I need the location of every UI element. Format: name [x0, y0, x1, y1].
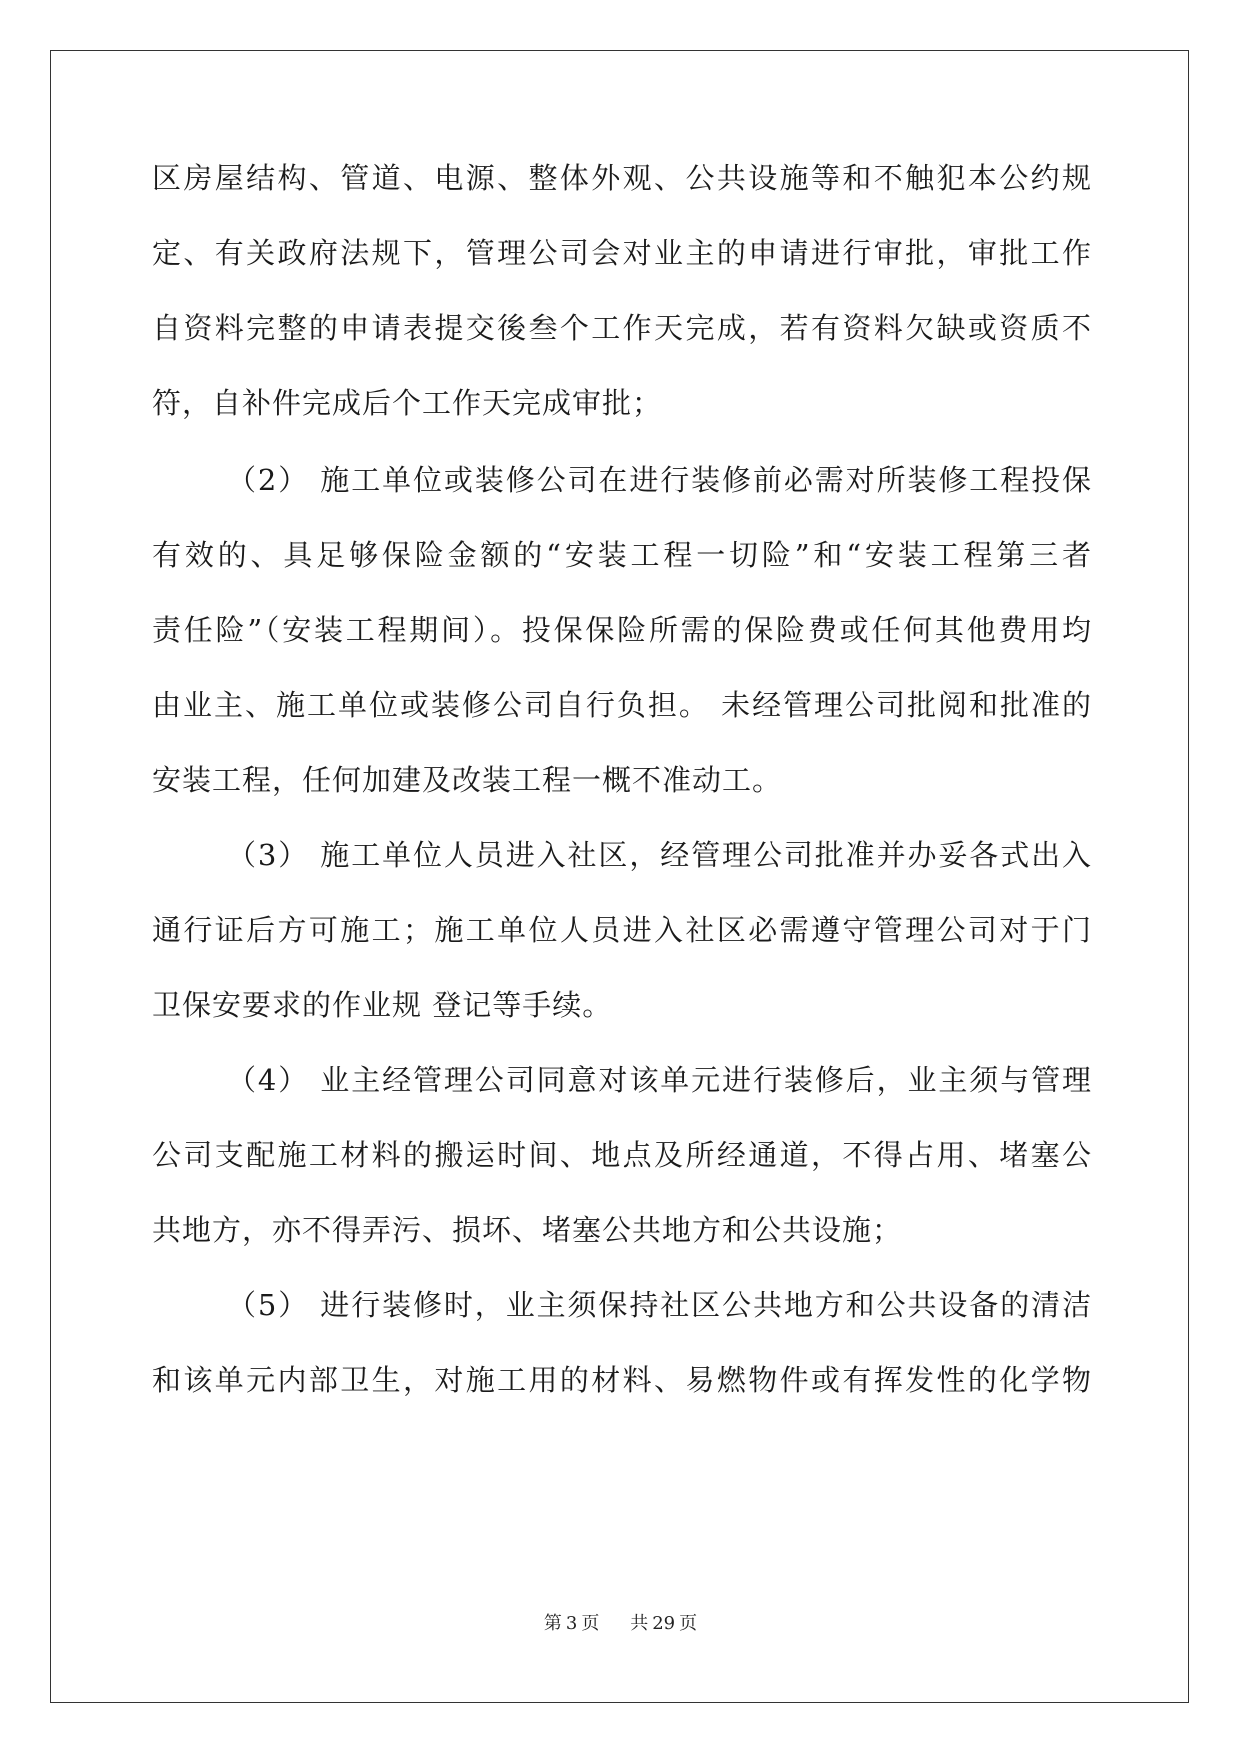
text-line: （5） 进行装修时，业主须保持社区公共地方和公共设备的清洁	[227, 1288, 1092, 1322]
page-current: 3	[565, 1613, 578, 1634]
page-frame	[50, 50, 1189, 1703]
text-line: 公司支配施工材料的搬运时间、地点及所经通道，不得占用、堵塞公	[152, 1138, 1092, 1172]
text-line: （2） 施工单位或装修公司在进行装修前必需对所装修工程投保	[227, 463, 1092, 497]
text-line: 定、有关政府法规下，管理公司会对业主的申请进行审批，审批工作	[152, 236, 1092, 270]
text-line: 卫保安要求的作业规 登记等手续。	[152, 988, 613, 1022]
page-suffix: 页	[581, 1613, 600, 1634]
text-line: 责任险”（安装工程期间）。投保保险所需的保险费或任何其他费用均	[152, 613, 1092, 647]
page-number	[542, 1613, 601, 1634]
page-total	[628, 1613, 699, 1634]
page-footer	[0, 1612, 1241, 1636]
text-line: 安装工程，任何加建及改装工程一概不准动工。	[152, 763, 783, 797]
text-line: 和该单元内部卫生，对施工用的材料、易燃物件或有挥发性的化学物	[152, 1363, 1092, 1397]
total-suffix: 页	[679, 1613, 698, 1634]
page-prefix: 第	[543, 1613, 562, 1634]
text-line: 符，自补件完成后个工作天完成审批；	[152, 386, 663, 420]
text-line: 共地方，亦不得弄污、损坏、堵塞公共地方和公共设施；	[152, 1213, 903, 1247]
text-line: （3） 施工单位人员进入社区，经管理公司批准并办妥各式出入	[227, 838, 1092, 872]
text-line: 通行证后方可施工；施工单位人员进入社区必需遵守管理公司对于门	[152, 913, 1092, 947]
text-line: （4） 业主经管理公司同意对该单元进行装修后，业主须与管理	[227, 1063, 1092, 1097]
text-line: 自资料完整的申请表提交後叁个工作天完成，若有资料欠缺或资质不	[152, 311, 1092, 345]
text-line: 有效的、具足够保险金额的“安装工程一切险”和“安装工程第三者	[152, 538, 1092, 572]
total-prefix: 共	[630, 1613, 649, 1634]
total-count: 29	[652, 1613, 676, 1634]
text-line: 由业主、施工单位或装修公司自行负担。 未经管理公司批阅和批准的	[152, 688, 1092, 722]
text-line: 区房屋结构、管道、电源、整体外观、公共设施等和不触犯本公约规	[152, 161, 1092, 195]
